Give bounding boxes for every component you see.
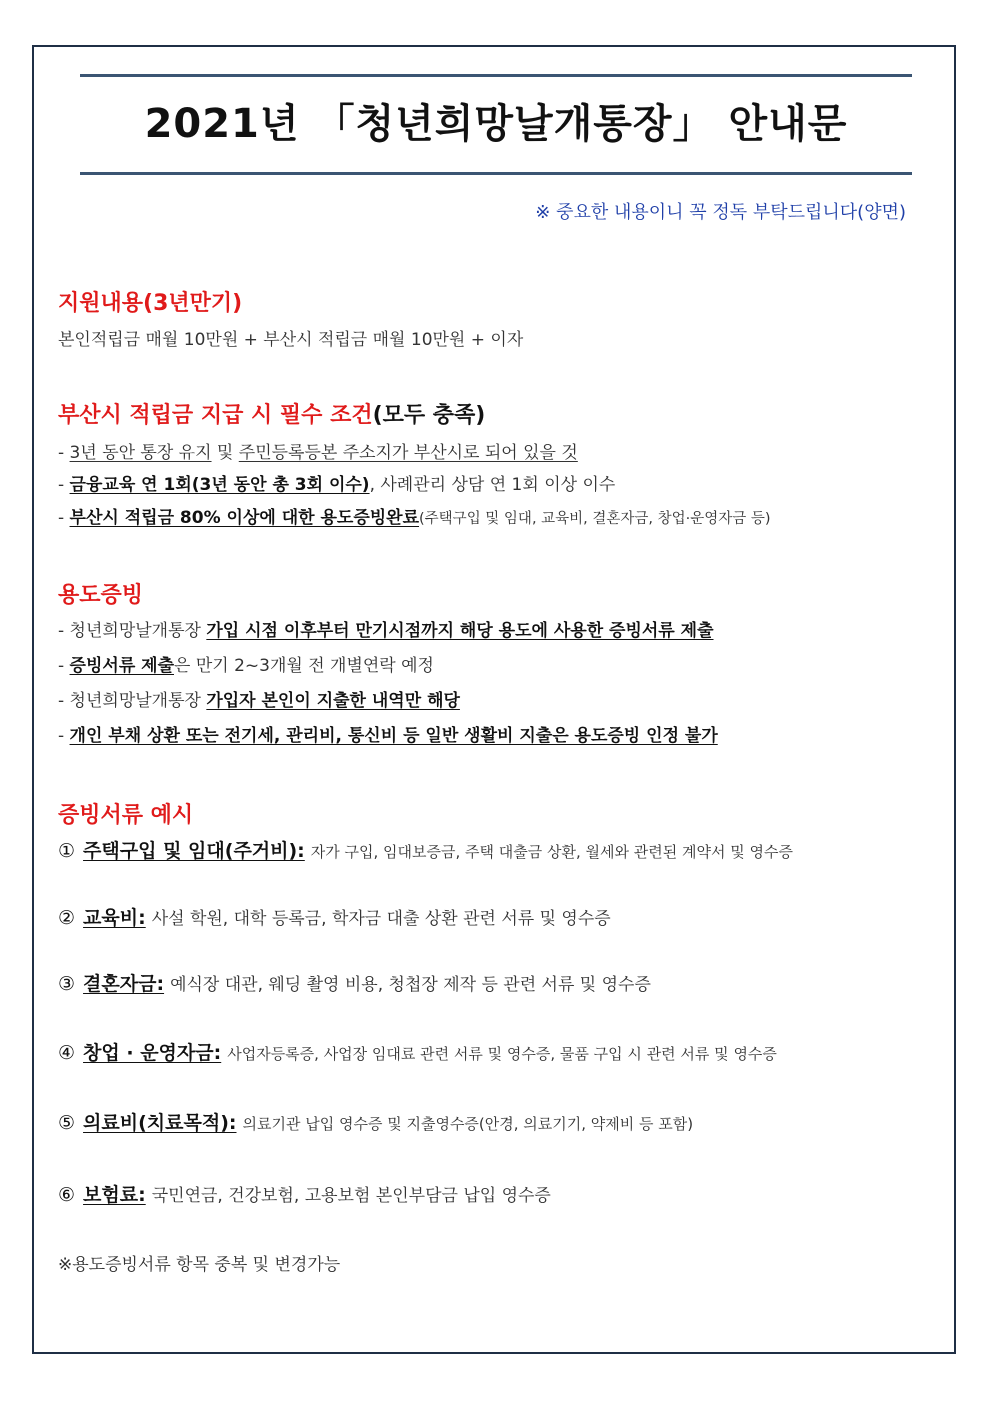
example-desc: 사설 학원, 대학 등록금, 학자금 대출 상환 관련 서류 및 영수증 [151, 909, 611, 929]
proof-heading: 용도증빙 [58, 583, 144, 608]
proof-text: 개인 부채 상환 또는 전기세, 관리비, 통신비 등 일반 생활비 지출은 용도증빙 인정 불가 [69, 726, 718, 746]
example-label: 교육비: [83, 907, 146, 929]
dash: - [58, 726, 70, 746]
proof-text: 청년희망날개통장 [69, 621, 207, 641]
dash: - [58, 691, 70, 711]
condition-text: 부산시 적립금 80% 이상에 대한 용도증빙완료 [69, 508, 420, 528]
condition-text: , 사례관리 상담 연 1회 이상 이수 [369, 475, 616, 495]
proof-text: 은 만기 2~3개월 전 개별연락 예정 [174, 656, 434, 676]
example-desc: 국민연금, 건강보험, 고용보험 본인부담금 납입 영수증 [151, 1186, 551, 1206]
support-text: 본인적립금 매월 10만원 + 부산시 적립금 매월 10만원 + 이자 [58, 330, 524, 350]
condition-item [58, 503, 771, 528]
proof-item [58, 721, 718, 746]
proof-item [58, 616, 714, 641]
example-label: 주택구입 및 임대(주거비): [83, 840, 305, 862]
example-desc: 예식장 대관, 웨딩 촬영 비용, 청첩장 제작 등 관련 서류 및 영수증 [170, 975, 651, 995]
example-number: ④ [58, 1042, 76, 1064]
example-desc: 의료기관 납입 영수증 및 지출영수증(안경, 의료기기, 약제비 등 포함) [242, 1115, 694, 1133]
examples-heading: 증빙서류 예시 [58, 803, 194, 828]
example-label: 창업 · 운영자금: [83, 1042, 222, 1064]
dash: - [58, 475, 70, 495]
proof-item [58, 651, 434, 676]
dash: - [58, 508, 70, 528]
proof-text: 증빙서류 제출 [69, 656, 174, 676]
example-item [58, 1180, 551, 1207]
example-number: ⑥ [58, 1184, 76, 1206]
proof-text: 가입 시점 이후부터 만기시점까지 해당 용도에 사용한 증빙서류 제출 [206, 621, 714, 641]
dash: - [58, 621, 70, 641]
conditions-heading-red: 부산시 적립금 지급 시 필수 조건 [58, 403, 373, 428]
example-label: 의료비(치료목적): [83, 1112, 237, 1134]
page-title: 2021년 「청년희망날개통장」 안내문 [144, 101, 848, 147]
example-desc: 사업자등록증, 사업장 임대료 관련 서류 및 영수증, 물품 구입 시 관련 서류 및 영수증 [227, 1045, 777, 1063]
condition-text: (주택구입 및 임대, 교육비, 결혼자금, 창업·운영자금 등) [419, 511, 771, 527]
proof-item [58, 686, 460, 711]
bottom-rule [80, 172, 912, 175]
conditions-heading [58, 398, 485, 429]
top-rule [80, 74, 912, 77]
example-desc: 자가 구입, 임대보증금, 주택 대출금 상환, 월세와 관련된 계약서 및 영수증 [310, 843, 793, 861]
condition-item [58, 438, 578, 463]
condition-text: 3년 동안 통장 유지 [69, 443, 212, 463]
example-number: ② [58, 907, 76, 929]
proof-text: 청년희망날개통장 [69, 691, 207, 711]
notice-text: ※ 중요한 내용이니 꼭 정독 부탁드립니다(양면) [535, 202, 906, 223]
proof-text: 가입자 본인이 지출한 내역만 해당 [206, 691, 460, 711]
example-item [58, 1038, 777, 1065]
condition-text: 주민등록등본 주소지가 부산시로 되어 있을 것 [238, 443, 578, 463]
example-item [58, 969, 651, 996]
example-number: ⑤ [58, 1112, 76, 1134]
example-number: ① [58, 840, 76, 862]
footnote: ※용도증빙서류 항목 중복 및 변경가능 [58, 1255, 341, 1275]
example-item [58, 1108, 693, 1135]
support-heading: 지원내용(3년만기) [58, 291, 243, 316]
example-label: 보험료: [83, 1184, 146, 1206]
example-number: ③ [58, 973, 76, 995]
condition-text: 금융교육 연 1회(3년 동안 총 3회 이수) [69, 475, 370, 495]
condition-text: 및 [211, 443, 239, 463]
dash: - [58, 443, 70, 463]
conditions-heading-suffix: (모두 충족) [372, 403, 486, 428]
example-label: 결혼자금: [83, 973, 165, 995]
dash: - [58, 656, 70, 676]
example-item [58, 903, 611, 930]
condition-item [58, 470, 615, 495]
example-item [58, 836, 793, 863]
